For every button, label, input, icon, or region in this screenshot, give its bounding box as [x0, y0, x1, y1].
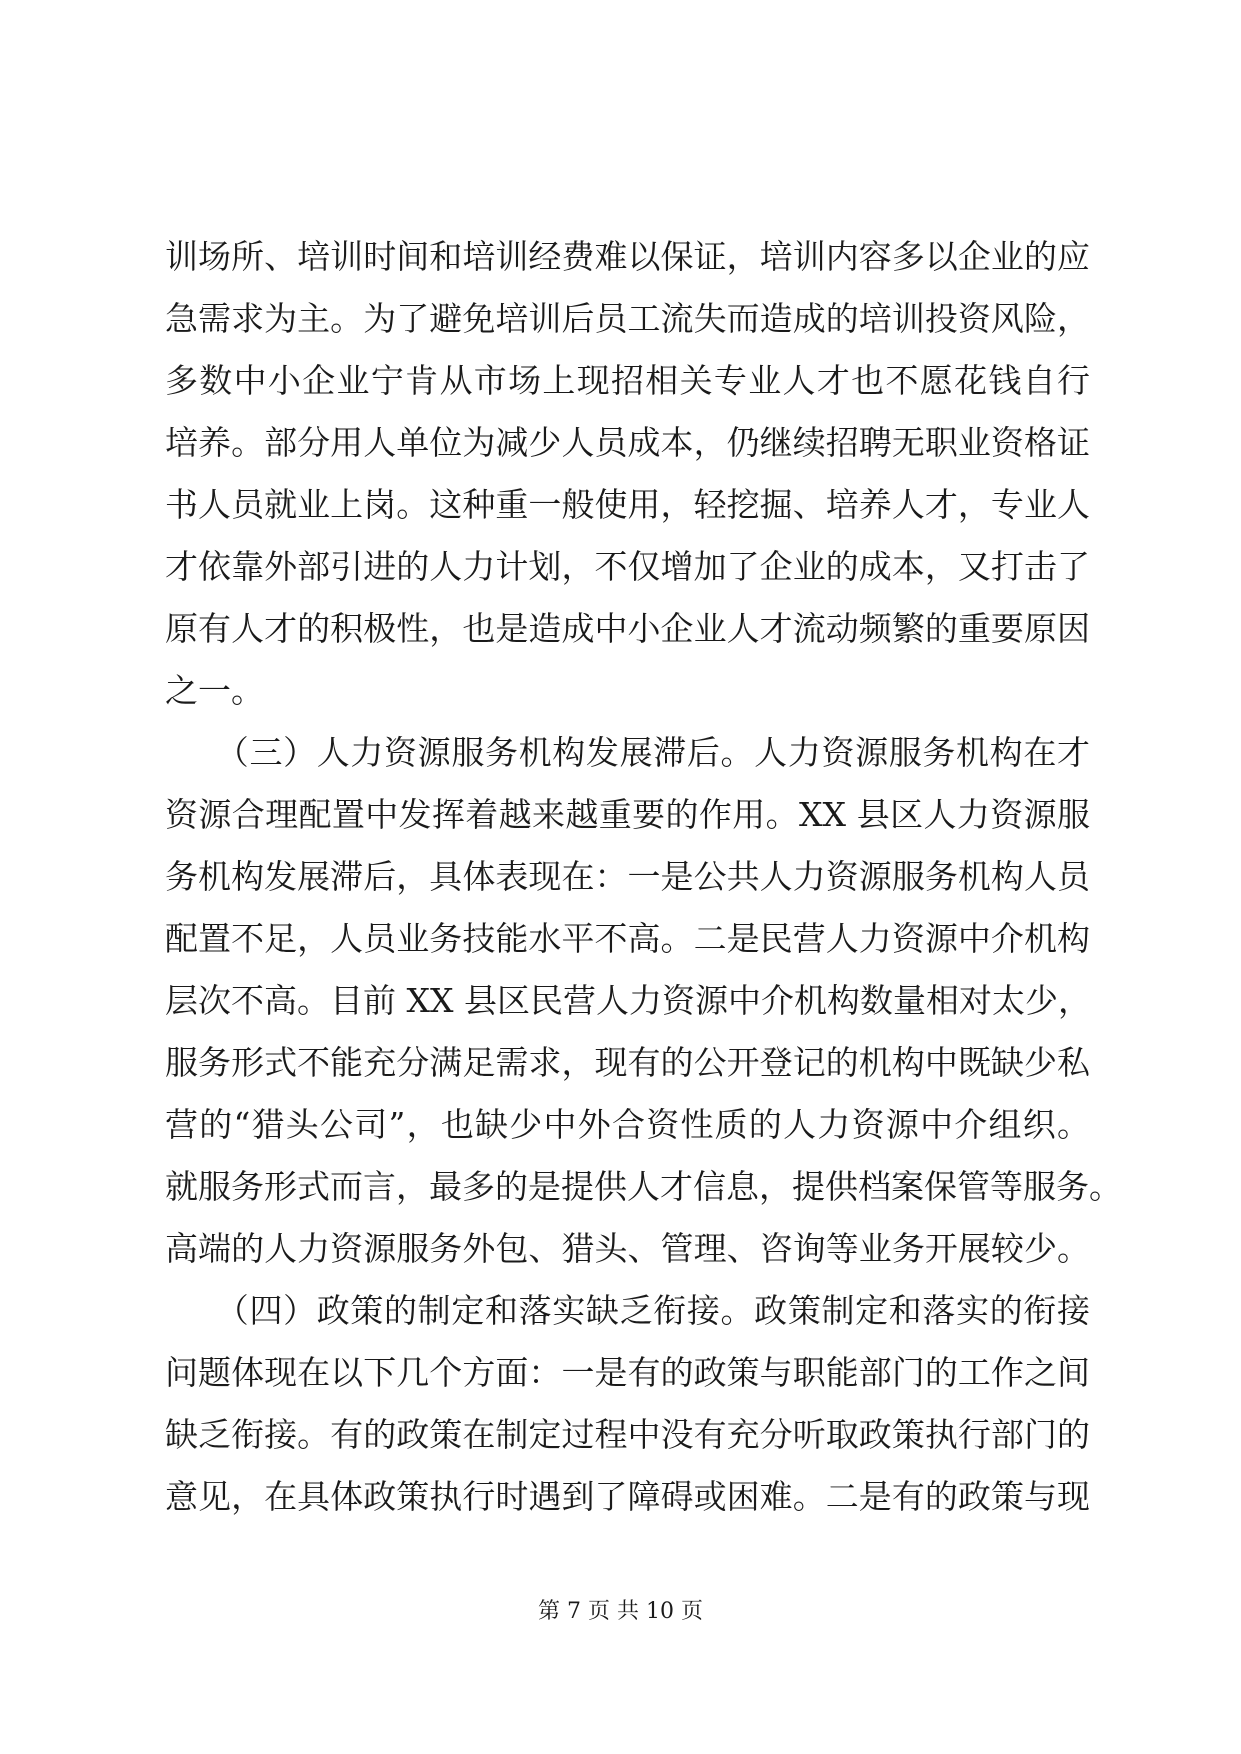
- text-line: 训场所、培训时间和培训经费难以保证，培训内容多以企业的应: [165, 237, 1090, 276]
- text-line: 务机构发展滞后，具体表现在：一是公共人力资源服务机构人员: [165, 857, 1090, 896]
- text-line: 问题体现在以下几个方面：一是有的政策与职能部门的工作之间: [165, 1353, 1090, 1392]
- text-line: 服务形式不能充分满足需求，现有的公开登记的机构中既缺少私: [165, 1043, 1090, 1082]
- text-line: 多数中小企业宁肯从市场上现招相关专业人才也不愿花钱自行: [165, 361, 1090, 400]
- text-line: （四）政策的制定和落实缺乏衔接。政策制定和落实的衔接: [165, 1291, 1090, 1330]
- text-line: 就服务形式而言，最多的是提供人才信息，提供档案保管等服务。: [165, 1167, 1122, 1206]
- text-line: 之一。: [165, 671, 264, 710]
- text-line: 层次不高。目前 XX 县区民营人力资源中介机构数量相对太少，: [165, 981, 1091, 1020]
- text-line: 原有人才的积极性，也是造成中小企业人才流动频繁的重要原因: [165, 609, 1090, 648]
- text-line: 急需求为主。为了避免培训后员工流失而造成的培训投资风险，: [165, 299, 1090, 338]
- text-line: 培养。部分用人单位为减少人员成本，仍继续招聘无职业资格证: [165, 423, 1090, 462]
- text-line: 配置不足，人员业务技能水平不高。二是民营人力资源中介机构: [165, 919, 1090, 958]
- text-line: 意见，在具体政策执行时遇到了障碍或困难。二是有的政策与现: [165, 1477, 1090, 1516]
- text-line: （三）人力资源服务机构发展滞后。人力资源服务机构在才: [165, 733, 1090, 772]
- document-body: [165, 226, 1122, 1528]
- text-line: 书人员就业上岗。这种重一般使用，轻挖掘、培养人才，专业人: [165, 485, 1090, 524]
- text-line: 资源合理配置中发挥着越来越重要的作用。XX 县区人力资源服: [165, 795, 1090, 834]
- text-line: 才依靠外部引进的人力计划，不仅增加了企业的成本，又打击了: [165, 547, 1090, 586]
- text-line: 营的“猎头公司”，也缺少中外合资性质的人力资源中介组织。: [165, 1105, 1090, 1144]
- text-line: 高端的人力资源服务外包、猎头、管理、咨询等业务开展较少。: [165, 1229, 1090, 1268]
- text-line: 缺乏衔接。有的政策在制定过程中没有充分听取政策执行部门的: [165, 1415, 1090, 1454]
- page-number-footer: 第 7 页 共 10 页: [538, 1599, 703, 1624]
